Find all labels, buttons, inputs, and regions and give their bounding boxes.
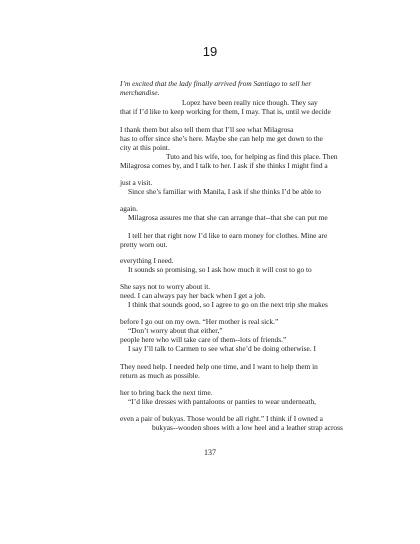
text-line: I thank them but also tell them that I’ll see what Milagrosa (120, 125, 294, 134)
text-line: city at this point. (120, 143, 170, 152)
text-line: has to offer since she’s here. Maybe she can help me get down to the (120, 134, 323, 143)
text-line: again. (120, 204, 138, 213)
text-line: Lopez have been really nice though. They say (182, 98, 318, 107)
text-line: I think that sounds good, so I agree to go on the next trip she makes (128, 300, 328, 309)
text-line: people here who will take care of them--lots of friends.” (120, 335, 287, 344)
text-line: “Don’t worry about that either,” (128, 326, 223, 335)
text-line: just a visit. (120, 178, 153, 187)
text-line: She says not to worry about it. (120, 282, 211, 291)
chapter-number: 19 (202, 44, 218, 59)
text-line: pretty worn out. (120, 240, 168, 249)
text-line: everything I need. (120, 256, 174, 265)
text-line: Milagrosa comes by, and I talk to her. I ask if she thinks I might find a (120, 161, 328, 170)
text-line: Since she’s familiar with Manila, I ask if she thinks I’d be able to (128, 187, 321, 196)
text-line: They need help. I needed help one time, and I want to help them in (120, 362, 318, 371)
text-line: her to bring back the next time. (120, 388, 213, 397)
text-line: merchandise. (120, 88, 160, 97)
text-line: It sounds so promising, so I ask how much it will cost to go to (128, 265, 312, 274)
text-line: Milagrosa assures me that she can arrange that--that she can put me (128, 213, 328, 222)
page-number: 137 (204, 448, 216, 457)
text-line: before I go out on my own. “Her mother is real sick.” (120, 317, 279, 326)
text-line: “I’d like dresses with pantaloons or panties to wear underneath, (128, 397, 316, 406)
text-line: Tuto and his wife, too, for helping as find this place. Then (166, 152, 338, 161)
text-line: I tell her that right now I’d like to earn money for clothes. Mine are (128, 231, 328, 240)
text-line: bukyas--wooden shoes with a low heel and a leather strap across (152, 423, 343, 432)
text-line: that if I’d like to keep working for them, I may. That is, until we decide (120, 107, 331, 116)
text-line: I’m excited that the lady finally arrived from Santiago to sell her (120, 79, 312, 88)
text-line: return as much as possible. (120, 371, 200, 380)
text-line: need. I can always pay her back when I get a job. (120, 291, 266, 300)
text-line: even a pair of bukyas. Those would be all right.” I think if I owned a (120, 414, 323, 423)
text-line: I say I’ll talk to Carmen to see what she’d be doing otherwise. I (128, 344, 316, 353)
